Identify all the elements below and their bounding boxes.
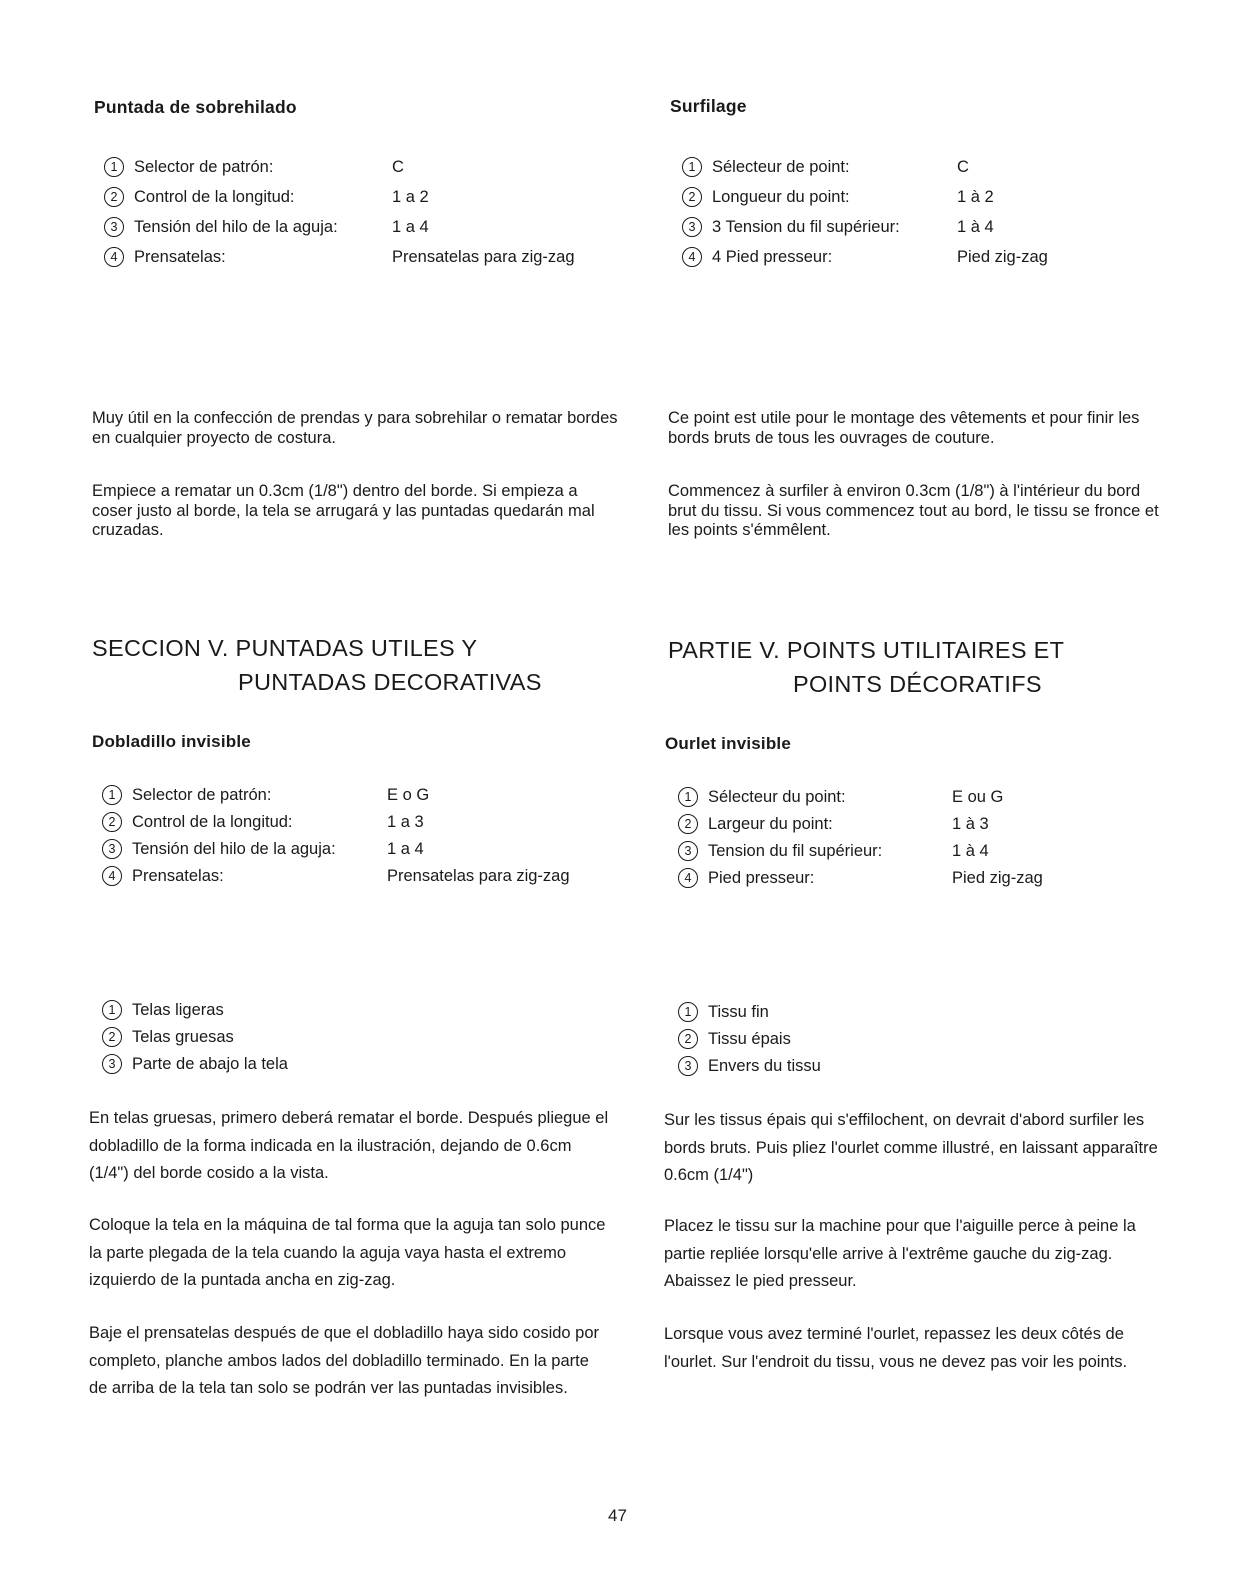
spec-value: 1 a 3 <box>387 813 424 831</box>
spec-value: E o G <box>387 786 430 804</box>
es-overlock-para-1: Muy útil en la confección de prendas y para sobrehilar o rematar bordes en cualquier proyecto de costura. <box>92 409 618 447</box>
spec-row <box>104 212 624 242</box>
spec-label: Tension du fil supérieur: <box>708 842 883 860</box>
spec-label: Prensatelas: <box>134 248 226 266</box>
spec-value: 1 a 4 <box>387 840 424 858</box>
es-blind-hem-para-1: En telas gruesas, primero deberá rematar el borde. Después pliegue el dobladillo de la forma indicada en la ilustración, dejando de 0.6cm (1/4") del borde cosido a la vista. <box>89 1109 609 1182</box>
spec-value: Prensatelas para zig-zag <box>392 248 575 266</box>
spec-value: Prensatelas para zig-zag <box>387 867 570 885</box>
spec-row <box>682 182 1182 212</box>
spec-value: 1 à 2 <box>957 188 994 206</box>
fr-overlock-para-2: Commencez à surfiler à environ 0.3cm (1/8") à l'intérieur du bord brut du tissu. Si vous commencez tout au bord, le tissu se fronce et les points s'émmêlent. <box>668 482 1159 539</box>
spec-label: Sélecteur du point: <box>708 788 846 806</box>
circled-number: 1 <box>104 157 124 177</box>
es-section-title-line-1: SECCION V. PUNTADAS UTILES Y <box>92 635 478 661</box>
spec-value: Pied zig-zag <box>957 248 1048 266</box>
fr-section-title-line-2: POINTS DÉCORATIFS <box>793 671 1042 697</box>
es-overlock-specs <box>104 152 624 272</box>
spec-label: Selector de patrón: <box>134 158 274 176</box>
spec-row <box>102 863 622 890</box>
spec-value: 1 a 4 <box>392 218 429 236</box>
legend-item <box>102 997 288 1024</box>
fr-overlock-specs <box>682 152 1182 272</box>
spec-label: Control de la longitud: <box>134 188 295 206</box>
legend-item <box>102 1051 288 1078</box>
spec-label: Selector de patrón: <box>132 786 272 804</box>
spec-label: Control de la longitud: <box>132 813 293 831</box>
fr-blind-hem-para-2: Placez le tissu sur la machine pour que l'aiguille perce à peine la partie repliée lorsqu'elle arrive à l'extrême gauche du zig-zag. Abaissez le pied presseur. <box>664 1217 1136 1290</box>
circled-number: 3 <box>102 1054 122 1074</box>
circled-number: 2 <box>102 812 122 832</box>
spec-row <box>678 838 1178 865</box>
spec-row <box>682 242 1182 272</box>
circled-number: 2 <box>102 1027 122 1047</box>
spec-label: Largeur du point: <box>708 815 833 833</box>
legend-item <box>678 999 821 1026</box>
es-blind-hem-para-2: Coloque la tela en la máquina de tal forma que la aguja tan solo punce la parte plegada de la tela cuando la aguja vaya hasta el extremo izquierdo de la puntada ancha en zig-zag. <box>89 1216 606 1289</box>
circled-number: 2 <box>678 814 698 834</box>
spec-row <box>678 811 1178 838</box>
spec-row <box>102 836 622 863</box>
spec-label: Tensión del hilo de la aguja: <box>132 840 336 858</box>
fr-blind-hem-specs <box>678 784 1178 892</box>
spec-label: Longueur du point: <box>712 188 850 206</box>
spec-label: 3 Tension du fil supérieur: <box>712 218 900 236</box>
spec-value: 1 à 3 <box>952 815 989 833</box>
es-overlock-heading: Puntada de sobrehilado <box>94 97 297 117</box>
spec-row <box>102 809 622 836</box>
circled-number: 1 <box>102 1000 122 1020</box>
legend-label: Tissu fin <box>708 1003 769 1021</box>
circled-number: 1 <box>682 157 702 177</box>
es-blind-hem-para-3: Baje el prensatelas después de que el dobladillo haya sido cosido por completo, planche ambos lados del dobladillo terminado. En la parte de arriba de la tela tan solo se podrán ver las puntadas invisibles. <box>89 1324 600 1397</box>
es-fabric-legend <box>102 997 288 1078</box>
circled-number: 1 <box>678 787 698 807</box>
spec-value: C <box>957 158 969 176</box>
spec-value: 1 a 2 <box>392 188 429 206</box>
circled-number: 3 <box>678 841 698 861</box>
fr-fabric-legend <box>678 999 821 1080</box>
es-blind-hem-heading: Dobladillo invisible <box>92 732 251 751</box>
circled-number: 3 <box>104 217 124 237</box>
spec-row <box>104 242 624 272</box>
circled-number: 3 <box>678 1056 698 1076</box>
circled-number: 3 <box>682 217 702 237</box>
spec-row <box>682 212 1182 242</box>
circled-number: 1 <box>678 1002 698 1022</box>
circled-number: 1 <box>102 785 122 805</box>
es-overlock-para-2: Empiece a rematar un 0.3cm (1/8") dentro del borde. Si empieza a coser justo al borde, la tela se arrugará y las puntadas quedarán mal cruzadas. <box>92 482 595 539</box>
circled-number: 4 <box>682 247 702 267</box>
spec-label: Tensión del hilo de la aguja: <box>134 218 338 236</box>
spec-value: 1 à 4 <box>952 842 989 860</box>
legend-item <box>102 1024 288 1051</box>
fr-section-title-line-1: PARTIE V. POINTS UTILITAIRES ET <box>668 637 1065 663</box>
circled-number: 4 <box>678 868 698 888</box>
circled-number: 2 <box>678 1029 698 1049</box>
spec-row <box>682 152 1182 182</box>
fr-blind-hem-para-1: Sur les tissus épais qui s'effilochent, on devrait d'abord surfiler les bords bruts. Puis pliez l'ourlet comme illustré, en laissant apparaître 0.6cm (1/4") <box>664 1111 1158 1184</box>
spec-row <box>678 865 1178 892</box>
spec-value: Pied zig-zag <box>952 869 1043 887</box>
circled-number: 2 <box>104 187 124 207</box>
spec-row <box>102 782 622 809</box>
spec-label: Sélecteur de point: <box>712 158 850 176</box>
spec-row <box>104 152 624 182</box>
spec-label: Pied presseur: <box>708 869 815 887</box>
spec-row <box>104 182 624 212</box>
legend-item <box>678 1026 821 1053</box>
circled-number: 2 <box>682 187 702 207</box>
spec-label: Prensatelas: <box>132 867 224 885</box>
fr-blind-hem-heading: Ourlet invisible <box>665 734 792 753</box>
legend-label: Parte de abajo la tela <box>132 1055 288 1073</box>
circled-number: 4 <box>104 247 124 267</box>
spec-row <box>678 784 1178 811</box>
legend-label: Telas ligeras <box>132 1001 224 1019</box>
legend-label: Envers du tissu <box>708 1057 821 1075</box>
legend-label: Tissu épais <box>708 1030 791 1048</box>
spec-label: 4 Pied presseur: <box>712 248 833 266</box>
page-number: 47 <box>608 1506 627 1525</box>
es-section-title-line-2: PUNTADAS DECORATIVAS <box>238 669 542 695</box>
spec-value: C <box>392 158 404 176</box>
spec-value: 1 à 4 <box>957 218 994 236</box>
legend-label: Telas gruesas <box>132 1028 234 1046</box>
circled-number: 3 <box>102 839 122 859</box>
fr-overlock-para-1: Ce point est utile pour le montage des vêtements et pour finir les bords bruts de tous les ouvrages de couture. <box>668 409 1140 447</box>
es-blind-hem-specs <box>102 782 622 890</box>
circled-number: 4 <box>102 866 122 886</box>
spec-value: E ou G <box>952 788 1004 806</box>
fr-overlock-heading: Surfilage <box>670 96 747 116</box>
fr-blind-hem-para-3: Lorsque vous avez terminé l'ourlet, repassez les deux côtés de l'ourlet. Sur l'endroit du tissu, vous ne devez pas voir les points. <box>664 1325 1128 1371</box>
legend-item <box>678 1053 821 1080</box>
